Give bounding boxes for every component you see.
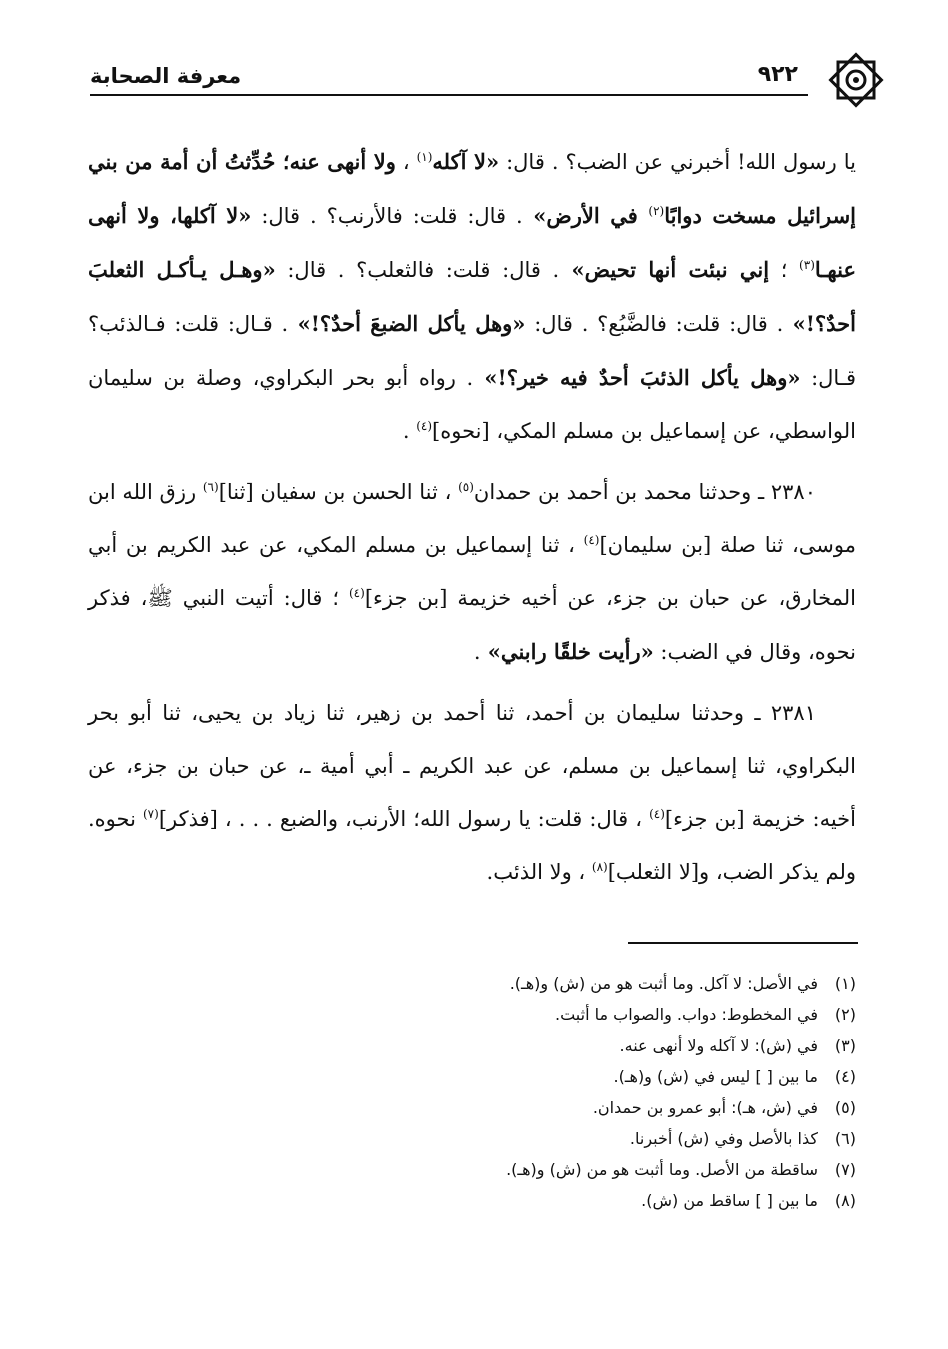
ornament-icon: [824, 48, 888, 112]
page-number: ٩٢٢: [757, 62, 798, 87]
footnote-item: (٥)في (ش، هـ): أبو عمرو بن حمدان.: [592, 1098, 856, 1117]
footnote-item: (٧)ساقطة من الأصل. وما أثبت هو من (ش) و(هـ).: [506, 1160, 856, 1179]
book-title: معرفة الصحابة: [90, 64, 242, 88]
paragraph-hadith-2380: ٢٣٨٠ ـ وحدثنا محمد بن أحمد بن حمدان$^{(٥)}$ ، ثنا الحسن بن سفيان [ثنا]$^{(٦)}$ رزق الله ابن موسى، ثنا صلة [بن سليمان]$^{(٤)}$ ، ثنا إسماعيل بن مسلم المكي، عن عبد الكريم بن أبي المخارق، عن حبان بن جزء، عن أخيه خزيمة [بن جزء]$^{(٤)}$ ؛ قال: أتيت النبي ﷺ، فذكر نحوه، وقال في الضب: «رأيت خلقًا رابني» .: [88, 480, 856, 664]
header-rule: [90, 94, 808, 96]
footnote-ref: (٤): [348, 586, 365, 600]
footnote-ref: (٧): [142, 807, 159, 821]
paragraph-hadith-2381: ٢٣٨١ ـ وحدثنا سليمان بن أحمد، ثنا أحمد بن زهير، ثنا زياد بن يحيى، ثنا أبو بحر البكراوي، ثنا إسماعيل بن مسلم، عن عبد الكريم ـ أبي أمية ـ، عن حبان بن جزء، عن أخيه: خزيمة [بن جزء]$^{(٤)}$ ، قال: قلت: يا رسول الله؛ الأرنب، والضبع . . . ، [فذكر]$^{(٧)}$ نحوه. ولم يذكر الضب، و[لا الثعلب]$^{(٨)}$ ، ولا الذئب.: [88, 701, 857, 884]
footnote-ref: (٣): [799, 258, 815, 272]
footnote-ref: (٥): [458, 480, 474, 494]
page-header: [90, 48, 888, 108]
footnote-ref: (٤): [649, 807, 665, 821]
footnote-ref: (٢): [648, 204, 665, 218]
footnote-item: (٨)ما بين [ ] ساقط من (ش).: [641, 1191, 856, 1210]
footnote-separator: [628, 942, 858, 944]
footnote-ref: (٦): [202, 480, 219, 494]
footnote-item: (٦)كذا بالأصل وفي (ش) أخبرنا.: [629, 1129, 856, 1148]
paragraph-hadith-intro: يا رسول الله! أخبرني عن الضب؟ . قال: «لا آكله$^{(١)}$ ، ولا أنهى عنه؛ حُدِّثتُ أن أمة من بني إسرائيل مسخت دوابًا$^{(٢)}$ في الأرض» . قال: قلت: فالأرنب؟ . قال: «لا آكلها، ولا أنهى عنهـا$^{(٣)}$ ؛ إني نبئت أنها تحيض» . قال: قلت: فالثعلب؟ . قال: «وهـل يـأكـل الثعلبَ أحدٌ؟!» . قال: قلت: فالضَّبُع؟ . قال: «وهل يأكل الضبعَ أحدٌ؟!» . قـال: قلت: فـالذئب؟ قـال: «وهل يأكل الذئبَ أحدٌ فيه خير؟!» . رواه أبو بحر البكراوي، وصلة بن سليمان الواسطي، عن إسماعيل بن مسلم المكي، [نحوه]$^{(٤)}$ .: [88, 149, 857, 443]
footnote-ref: (٤): [583, 533, 600, 547]
footnotes-list: [88, 968, 856, 1216]
footnote-ref: (١): [416, 150, 433, 164]
footnote-item: (٣)في (ش): لا آكله ولا أنهى عنه.: [619, 1036, 856, 1055]
footnote-ref: (٤): [416, 419, 433, 433]
footnote-ref: (٨): [591, 860, 608, 874]
footnote-item: (٤)ما بين [ ] ليس في (ش) و(هـ).: [613, 1067, 856, 1086]
main-text: [88, 135, 856, 907]
footnote-item: (٢)في المخطوط: دواب. والصواب ما أثبت.: [555, 1005, 856, 1024]
footnote-item: (١)في الأصل: لا آكل. وما أثبت هو من (ش) و(هـ).: [509, 974, 856, 993]
